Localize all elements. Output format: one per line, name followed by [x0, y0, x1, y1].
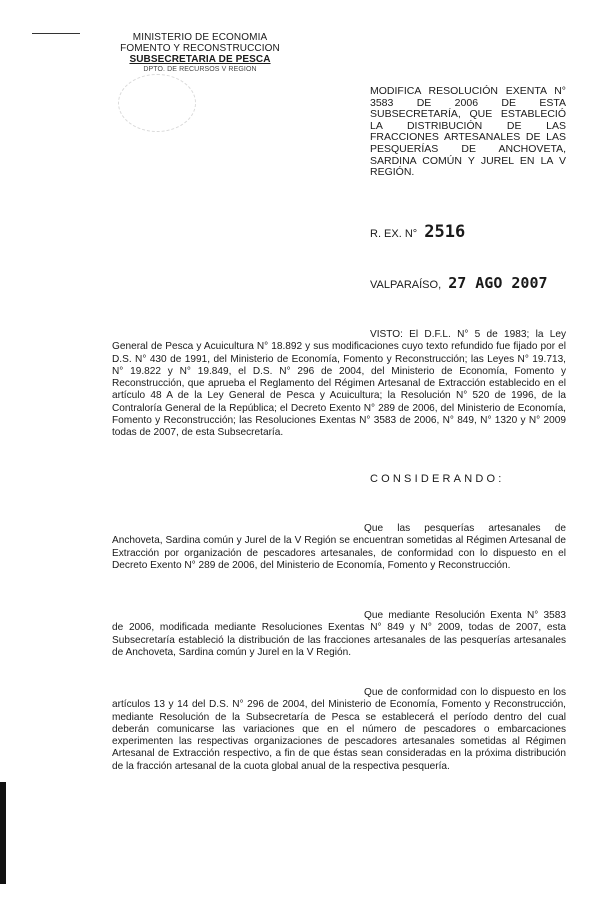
scan-edge-mark [0, 782, 6, 884]
place-date-line [370, 274, 548, 292]
considerando-paragraph-1 [112, 523, 566, 572]
resolution-reference: MODIFICA RESOLUCIÓN EXENTA N° 3583 DE 2006 DE ESTA SUBSECRETARÍA, QUE ESTABLECIÓ LA DISTRIBUCIÓN DE LAS FRACCIONES ARTESANALES DE LAS PESQUERÍAS DE ANCHOVETA, SARDINA COMÚN Y JUREL EN LA V REGIÓN. [370, 85, 566, 179]
header-rule [32, 33, 80, 34]
official-stamp [118, 74, 196, 132]
considerando-text-2: Que mediante Resolución Exenta N° 3583 de 2006, modificada mediante Resoluciones Exentas N° 849 y N° 2009, todas de 2007, esta Subsecretaría estableció la distribución de las fracciones artesanales de las pesquerías artesanales de Anchoveta, Sardina común y Jurel en la V Región. [112, 610, 566, 658]
date-stamp: 27 AGO 2007 [448, 274, 548, 292]
subsecretaria-name: SUBSECRETARIA DE PESCA [129, 54, 271, 65]
resolution-number: 2516 [424, 222, 466, 242]
considerando-text-3: Que de conformidad con lo dispuesto en los artículos 13 y 14 del D.S. N° 296 de 2004, del Ministerio de Economía, Fomento y Reconstrucción, mediante Resolución de la Subsecretaría de Pesca se establecerá el período dentro del cual deberán comunicarse las variaciones que en el número de pescadores o embarcaciones experimenten las respectivas organizaciones de pescadores artesanales sometidas al Régimen Artesanal de Extracción respectivo, a fin de que éstas sean consideradas en la próxima distribución de la fracción artesanal de la cuota global anual de la respectiva pesquería. [112, 687, 566, 772]
department-name: DPTO. DE RECURSOS V REGION [143, 66, 257, 73]
visto-paragraph [112, 329, 566, 440]
considerando-paragraph-2 [112, 610, 566, 659]
visto-text: VISTO: El D.F.L. N° 5 de 1983; la Ley General de Pesca y Acuicultura N° 18.892 y sus modificaciones cuyo texto refundido fue fijado por el D.S. N° 430 de 1991, del Ministerio de Economía, Fomento y Reconstrucción; las Leyes N° 19.713, N° 19.822 y N° 19.849, el D.S. N° 296 de 2004, del Ministerio de Economía, Fomento y Reconstrucción, que aprueba el Reglamento del Régimen Artesanal de Extracción establecido en el artículo 48 A de la Ley General de Pesca y Acuicultura; la Resolución N° 520 de 1996, de la Contraloría General de la República; el Decreto Exento N° 289 de 2006, del Ministerio de Economía, Fomento y Reconstrucción; las Resoluciones Exentas N° 3583 de 2006, N° 849, N° 1320 y N° 2009 todas de 2007, de esta Subsecretaría. [112, 329, 566, 439]
resolution-label: R. EX. N° [370, 228, 418, 240]
considerando-heading: CONSIDERANDO: [370, 473, 505, 485]
letterhead [100, 32, 300, 74]
considerando-paragraph-3 [112, 687, 566, 773]
ministry-name: MINISTERIO DE ECONOMIA [132, 32, 268, 43]
ministry-name-line2: FOMENTO Y RECONSTRUCCION [120, 43, 280, 54]
resolution-number-line [370, 222, 465, 242]
place: VALPARAÍSO, [370, 279, 442, 291]
considerando-text-1: Que las pesquerías artesanales de Anchoveta, Sardina común y Jurel de la V Región se encuentran sometidas al Régimen Artesanal de Extracción por organización de pescadores artesanales, de conformidad con lo dispuesto en el Decreto Exento N° 289 de 2006, del Ministerio de Economía, Fomento y Reconstrucción. [112, 523, 566, 571]
